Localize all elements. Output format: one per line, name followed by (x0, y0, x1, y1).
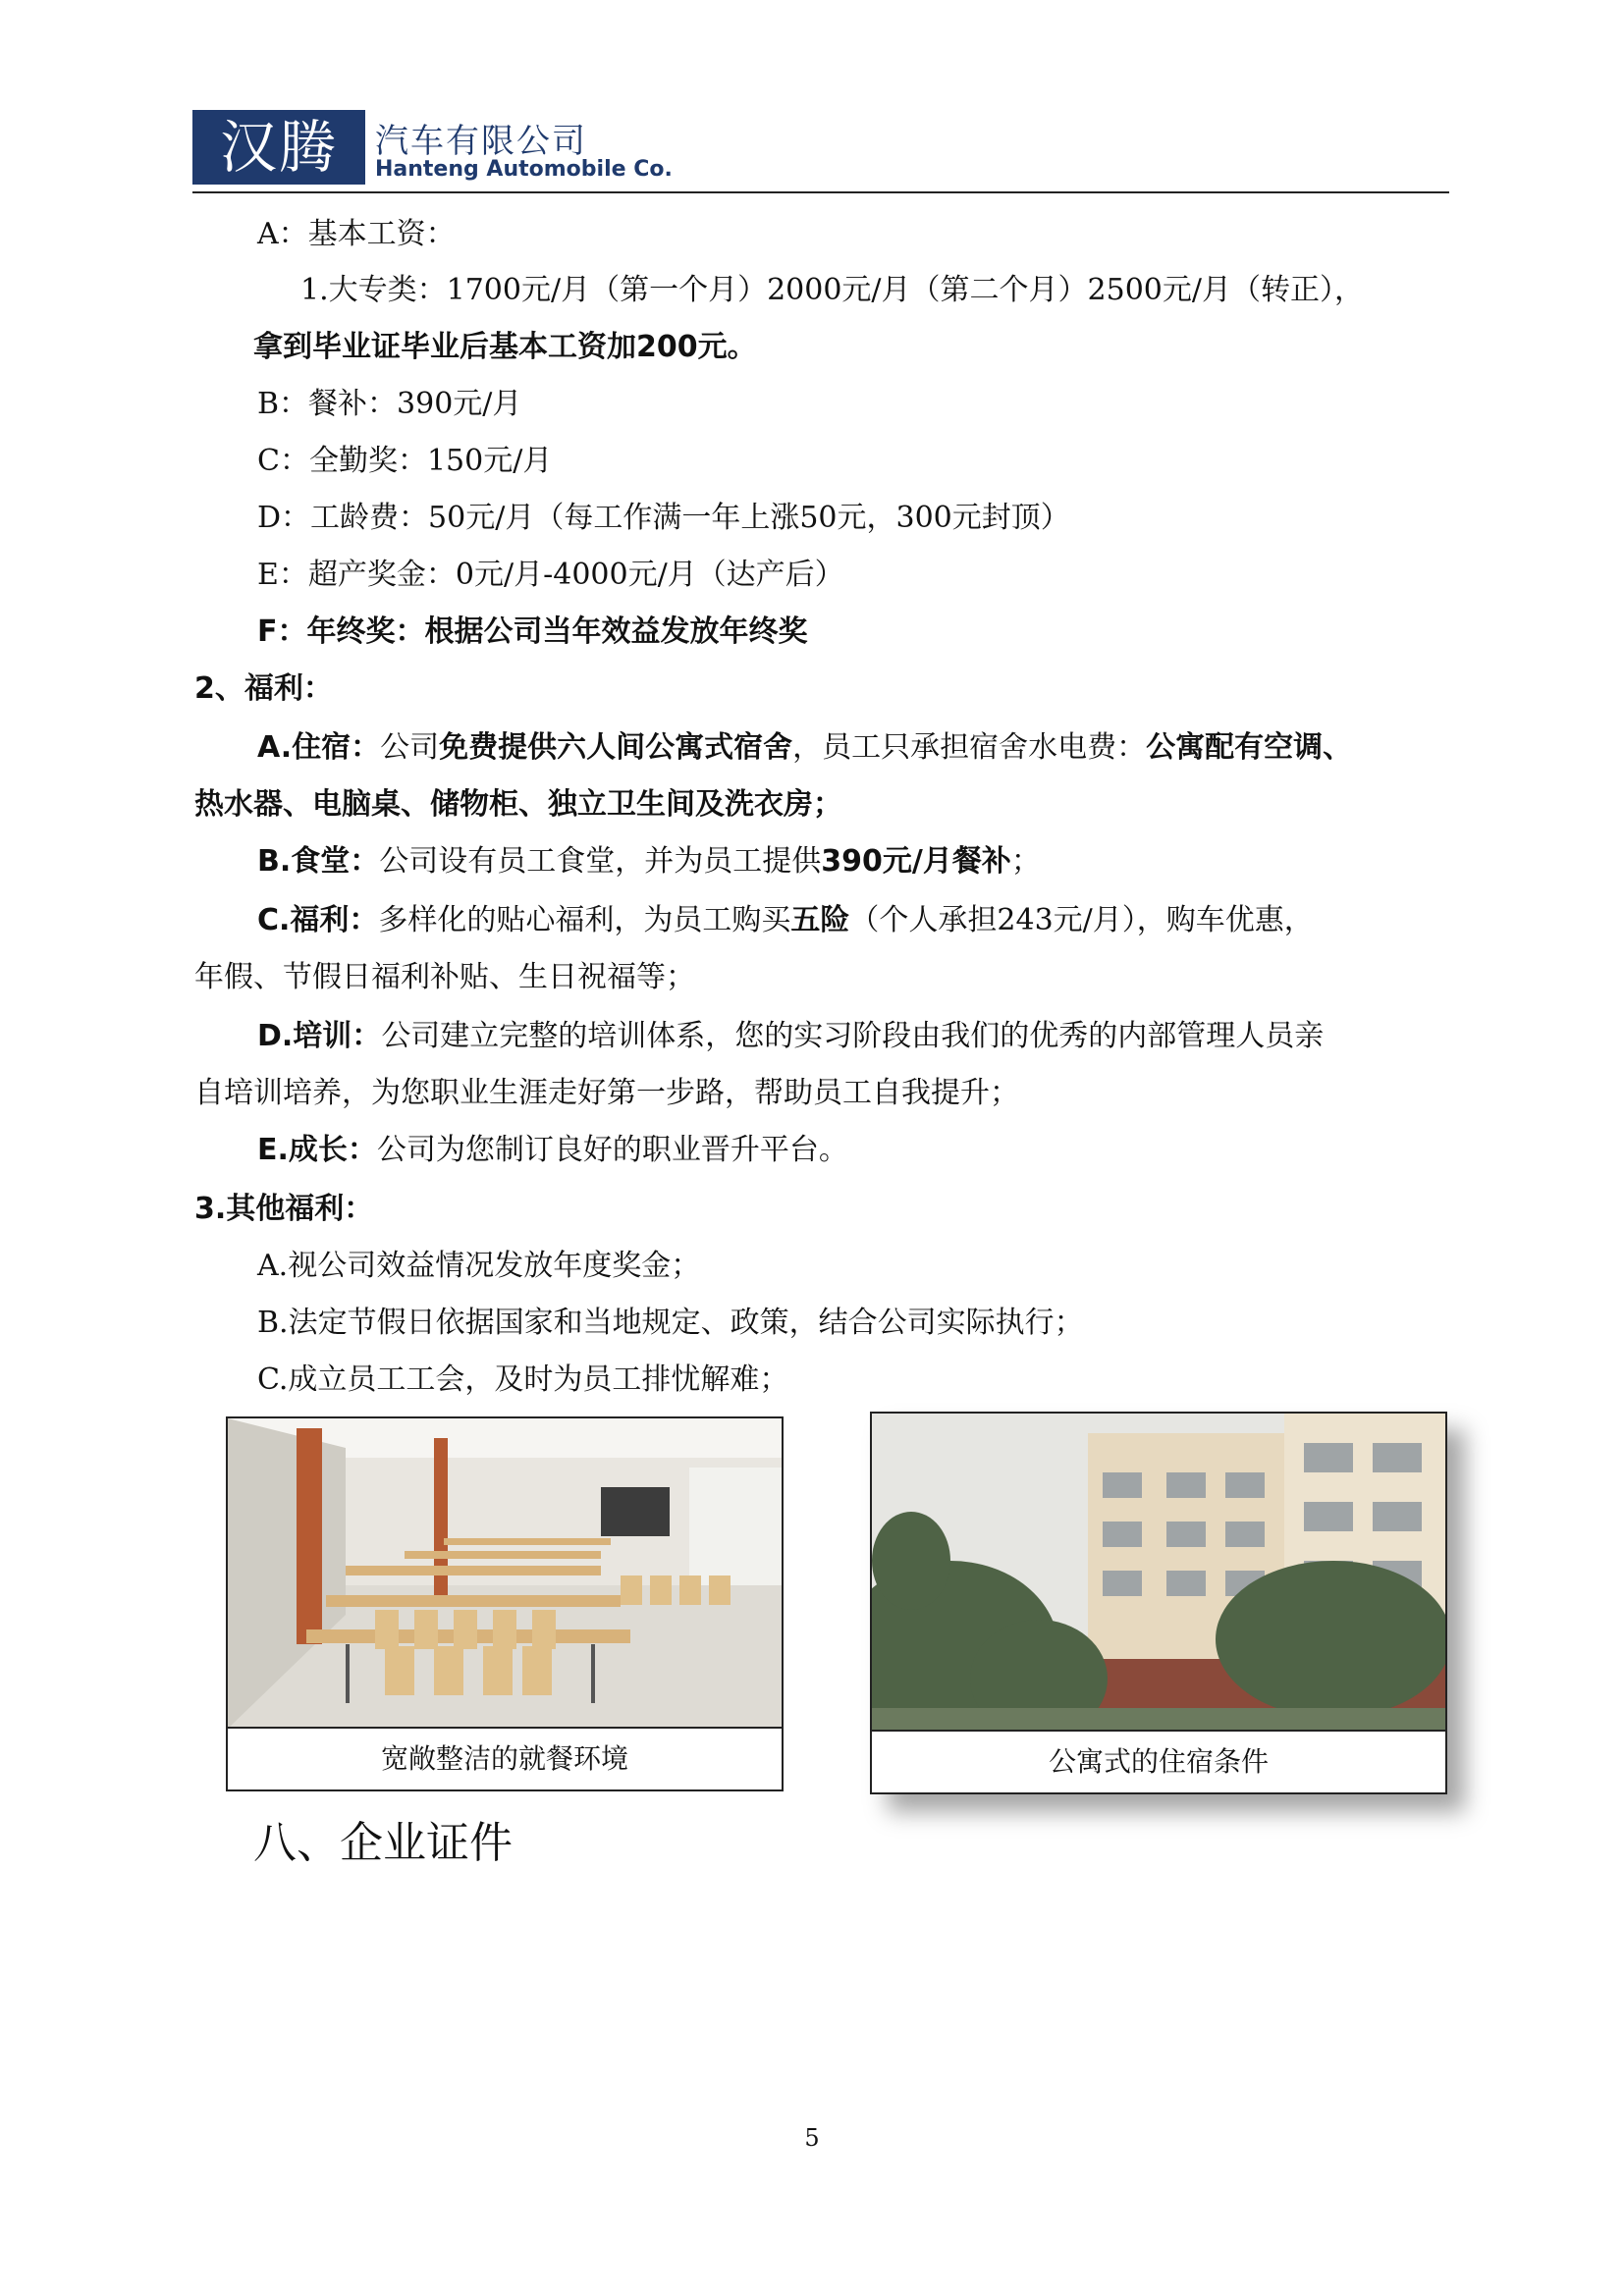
text-line (257, 901, 1314, 940)
company-name-cn: 汽车有限公司 (375, 122, 587, 161)
dorm-photo (872, 1414, 1445, 1732)
text-bold: B.食堂： (257, 844, 380, 879)
text-span: 公司为您制订良好的职业晋升平台。 (376, 1133, 848, 1167)
text-line (257, 842, 1041, 881)
company-logo: 汉腾 (192, 110, 365, 185)
text-bold: A.住宿： (257, 730, 381, 765)
canteen-caption: 宽敞整洁的就餐环境 (228, 1727, 782, 1789)
canteen-photo (228, 1418, 782, 1729)
header-divider (192, 191, 1449, 193)
text-span: 公司设有员工食堂，并为员工提供 (379, 844, 822, 879)
text-line: 年假、节假日福利补贴、生日祝福等； (194, 960, 695, 994)
text-bold: 公寓配有空调、 (1146, 730, 1353, 765)
section-heading: 3.其他福利： (194, 1192, 374, 1226)
text-bold: 390元/月餐补 (821, 844, 1011, 879)
text-span: （个人承担243元/月），购车优惠， (849, 903, 1314, 937)
dorm-photo-frame (870, 1412, 1447, 1794)
text-line: D：工龄费：50元/月（每工作满一年上涨50元，300元封顶） (257, 501, 1070, 535)
text-bold: C.福利： (257, 903, 379, 937)
page-number: 5 (804, 2124, 820, 2152)
text-span: ，员工只承担宿舍水电费： (792, 730, 1147, 765)
canteen-photo-frame (226, 1416, 784, 1791)
text-bold: 五险 (790, 903, 850, 937)
text-line (257, 1131, 848, 1170)
text-line: 拿到毕业证毕业后基本工资加200元。 (253, 330, 757, 364)
text-line (257, 1017, 1324, 1056)
text-line: 热水器、电脑桌、储物柜、独立卫生间及洗衣房； (194, 787, 842, 822)
text-line: E：超产奖金：0元/月-4000元/月（达产后） (257, 558, 844, 592)
page-header (192, 110, 1449, 192)
text-line: C.成立员工工会，及时为员工排忧解难； (257, 1362, 789, 1397)
text-line: B.法定节假日依据国家和当地规定、政策，结合公司实际执行； (257, 1306, 1084, 1340)
text-line: 自培训培养，为您职业生涯走好第一步路，帮助员工自我提升； (194, 1076, 1019, 1110)
company-name-en: Hanteng Automobile Co. (375, 157, 673, 182)
text-line: F：年终奖：根据公司当年效益发放年终奖 (257, 614, 808, 649)
section-heading: 2、福利： (194, 671, 333, 706)
dorm-caption: 公寓式的住宿条件 (872, 1730, 1445, 1792)
text-bold: E.成长： (257, 1133, 377, 1167)
text-span: ； (1010, 844, 1041, 879)
text-span: 公司建立完整的培训体系，您的实习阶段由我们的优秀的内部管理人员亲 (381, 1019, 1325, 1053)
text-line: A：基本工资： (257, 217, 456, 251)
section-title: 八、企业证件 (253, 1818, 513, 1868)
text-span: 公司 (380, 730, 440, 765)
text-line (257, 728, 1352, 768)
text-line: 1.大专类：1700元/月（第一个月）2000元/月（第二个月）2500元/月（转正）， (300, 273, 1364, 307)
text-line: C：全勤奖：150元/月 (257, 444, 553, 478)
text-line: B：餐补：390元/月 (257, 387, 522, 421)
text-line: A.视公司效益情况发放年度奖金； (257, 1249, 701, 1283)
text-span: 多样化的贴心福利，为员工购买 (378, 903, 791, 937)
text-bold: 免费提供六人间公寓式宿舍 (439, 730, 793, 765)
text-bold: D.培训： (257, 1019, 382, 1053)
